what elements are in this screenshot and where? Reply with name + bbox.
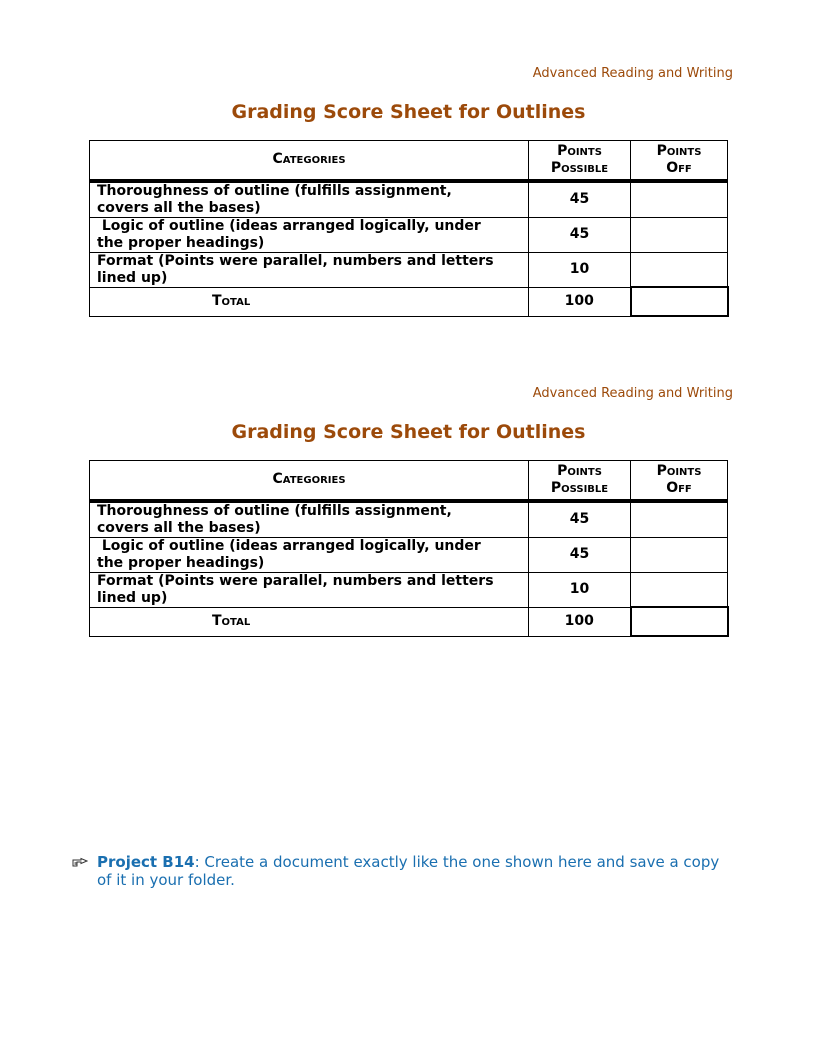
points-possible-cell: 10 <box>529 572 631 607</box>
score-table <box>89 460 729 637</box>
header-points-off-line1: Points <box>656 462 702 479</box>
instruction-body: : Create a document exactly like the one shown here and save a copy of it in your folder. <box>97 853 720 889</box>
pointing-hand-icon <box>72 855 88 869</box>
category-cell <box>90 537 529 572</box>
header-points-possible-line2: Possible <box>550 479 609 496</box>
header-points-off <box>631 141 728 181</box>
table-row <box>90 572 728 607</box>
category-line: covers all the bases) <box>97 519 261 536</box>
total-points-possible: 100 <box>529 607 631 636</box>
total-label: Total <box>90 287 529 316</box>
points-off-cell[interactable] <box>631 537 728 572</box>
category-cell <box>90 181 529 218</box>
project-label: Project B14 <box>97 853 195 871</box>
category-line: the proper headings) <box>97 554 265 571</box>
total-row <box>90 607 728 636</box>
table-row <box>90 537 728 572</box>
total-points-possible: 100 <box>529 287 631 316</box>
category-cell <box>90 217 529 252</box>
total-points-off[interactable] <box>631 287 728 316</box>
header-points-possible-line2: Possible <box>550 159 609 176</box>
table-row <box>90 252 728 287</box>
header-points-off-line2: Off <box>666 159 692 176</box>
category-line: the proper headings) <box>97 234 265 251</box>
category-line: Format (Points were parallel, numbers and letters <box>97 572 494 589</box>
total-points-off[interactable] <box>631 607 728 636</box>
total-row <box>90 287 728 316</box>
points-possible-cell: 45 <box>529 501 631 538</box>
points-possible-cell: 45 <box>529 537 631 572</box>
category-cell <box>90 572 529 607</box>
header-points-possible-line1: Points <box>557 462 602 479</box>
table-header-row <box>90 461 728 501</box>
header-points-possible-line1: Points <box>557 142 602 159</box>
total-label: Total <box>90 607 529 636</box>
header-categories: Categories <box>90 141 529 181</box>
category-cell <box>90 252 529 287</box>
table-row <box>90 217 728 252</box>
category-line: lined up) <box>97 269 168 286</box>
instruction-text <box>97 853 732 889</box>
header-categories: Categories <box>90 461 529 501</box>
points-off-cell[interactable] <box>631 501 728 538</box>
table-header-row <box>90 141 728 181</box>
sheet-title: Grading Score Sheet for Outlines <box>231 421 586 443</box>
category-line: Thoroughness of outline (fulfills assignment, <box>97 182 452 199</box>
points-possible-cell: 45 <box>529 181 631 218</box>
points-off-cell[interactable] <box>631 252 728 287</box>
header-points-off <box>631 461 728 501</box>
category-line: lined up) <box>97 589 168 606</box>
points-off-cell[interactable] <box>631 181 728 218</box>
category-line: Logic of outline (ideas arranged logically, under <box>97 217 481 234</box>
category-line: Thoroughness of outline (fulfills assignment, <box>97 502 452 519</box>
category-line: Logic of outline (ideas arranged logically, under <box>97 537 481 554</box>
header-points-off-line1: Points <box>656 142 702 159</box>
points-possible-cell: 10 <box>529 252 631 287</box>
sheet-title: Grading Score Sheet for Outlines <box>231 101 586 123</box>
header-points-possible <box>529 141 631 181</box>
category-cell <box>90 501 529 538</box>
category-line: covers all the bases) <box>97 199 261 216</box>
points-off-cell[interactable] <box>631 572 728 607</box>
header-note: Advanced Reading and Writing <box>532 386 733 401</box>
header-points-off-line2: Off <box>666 479 692 496</box>
points-off-cell[interactable] <box>631 217 728 252</box>
table-row <box>90 181 728 218</box>
table-row <box>90 501 728 538</box>
header-points-possible <box>529 461 631 501</box>
category-line: Format (Points were parallel, numbers and letters <box>97 252 494 269</box>
score-table <box>89 140 729 317</box>
project-instruction <box>72 853 732 889</box>
points-possible-cell: 45 <box>529 217 631 252</box>
header-note: Advanced Reading and Writing <box>532 66 733 81</box>
